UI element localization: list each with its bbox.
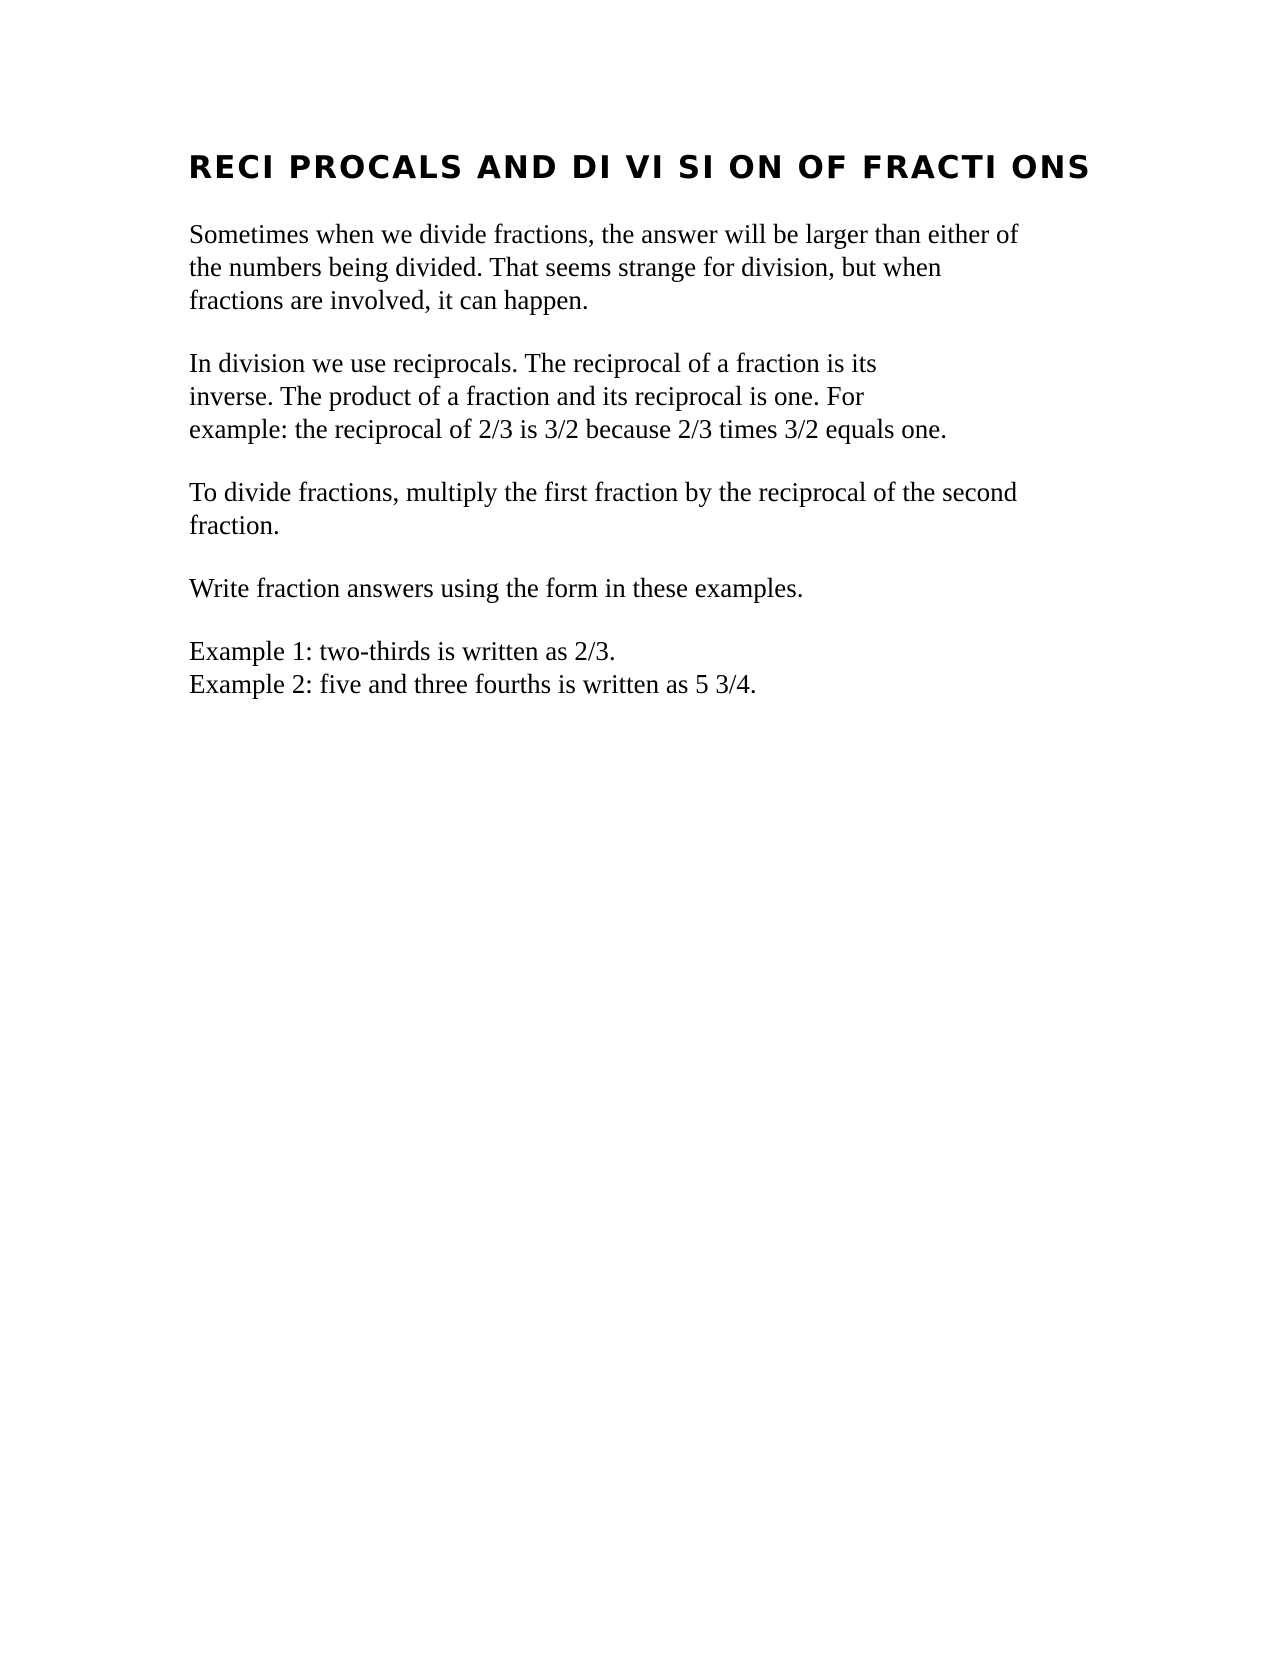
- paragraph-line: inverse. The product of a fraction and its reciprocal is one. For: [189, 381, 865, 411]
- page-title: RECI PROCALS AND DI VI SI ON OF FRACTI ONS: [188, 150, 1092, 186]
- paragraph-reciprocals: [189, 347, 1109, 446]
- paragraph-line: the numbers being divided. That seems strange for division, but when: [189, 252, 942, 282]
- paragraph-line: Sometimes when we divide fractions, the answer will be larger than either of: [189, 219, 1019, 249]
- paragraph-line: example: the reciprocal of 2/3 is 3/2 because 2/3 times 3/2 equals one.: [189, 414, 948, 444]
- paragraph-answer-form: [189, 572, 1109, 605]
- paragraph-divide-rule: [189, 476, 1109, 542]
- paragraph-line: Write fraction answers using the form in these examples.: [189, 573, 804, 603]
- paragraph-line: fraction.: [189, 510, 280, 540]
- document-body: [189, 218, 1109, 731]
- paragraph-line: fractions are involved, it can happen.: [189, 285, 589, 315]
- paragraph-examples: [189, 635, 1109, 701]
- example-line: Example 1: two-thirds is written as 2/3.: [189, 636, 616, 666]
- paragraph-line: In division we use reciprocals. The reciprocal of a fraction is its: [189, 348, 877, 378]
- example-line: Example 2: five and three fourths is written as 5 3/4.: [189, 669, 757, 699]
- paragraph-line: To divide fractions, multiply the first fraction by the reciprocal of the second: [189, 477, 1018, 507]
- paragraph-intro: [189, 218, 1109, 317]
